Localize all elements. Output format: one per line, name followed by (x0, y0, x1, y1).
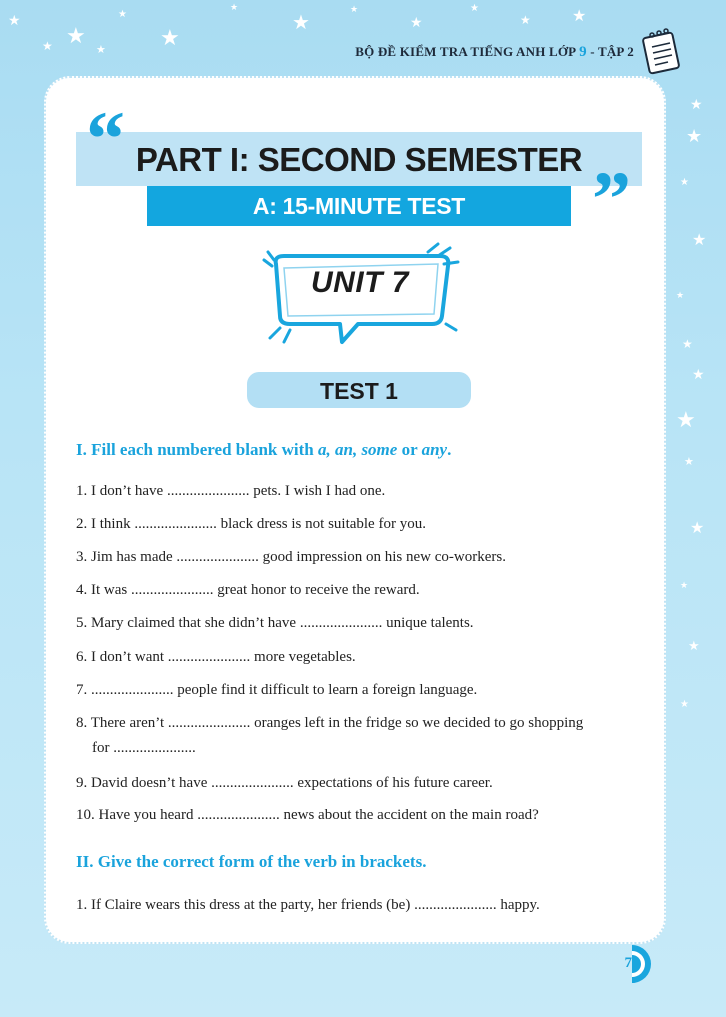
star-icon: ★ (684, 455, 694, 468)
series-title: BỘ ĐỀ KIỂM TRA TIẾNG ANH LỚP (355, 44, 576, 59)
test-type-bar: A: 15-MINUTE TEST (147, 186, 571, 226)
star-icon: ★ (692, 230, 707, 249)
star-icon: ★ (118, 9, 127, 20)
star-icon: ★ (8, 13, 21, 29)
star-icon: ★ (690, 97, 703, 113)
star-icon: ★ (410, 15, 423, 31)
star-icon: ★ (572, 6, 587, 25)
question-item: 5. Mary claimed that she didn’t have ...................... unique talents. (76, 615, 474, 631)
star-icon: ★ (66, 24, 86, 49)
grade-number: 9 (579, 44, 587, 60)
star-icon: ★ (688, 639, 700, 654)
open-quote-icon: “ (86, 95, 125, 182)
question-item: 2. I think ...................... black dress is not suitable for you. (76, 516, 426, 532)
question-item: 9. David doesn’t have ...................... expectations of his future career. (76, 775, 493, 791)
question-item: 1. I don’t have ...................... pets. I wish I had one. (76, 483, 386, 499)
star-icon: ★ (680, 699, 689, 710)
star-icon: ★ (690, 518, 705, 537)
test-title: TEST 1 (247, 372, 471, 408)
star-icon: ★ (680, 177, 689, 188)
page-number: 7 (624, 955, 632, 971)
section-1-heading (76, 440, 451, 460)
star-icon: ★ (42, 39, 53, 53)
notebook-icon (638, 26, 684, 76)
star-icon: ★ (692, 367, 705, 383)
question-item: 7. ...................... people find it difficult to learn a foreign language. (76, 682, 478, 698)
question-continuation: for ...................... (92, 740, 196, 756)
star-icon: ★ (676, 291, 685, 301)
section-1-heading-end: . (447, 440, 452, 459)
section-1-heading-words: a, an, some (317, 440, 398, 459)
star-icon: ★ (230, 3, 239, 13)
section-1-heading-or: or (397, 440, 422, 459)
star-icon: ★ (470, 3, 479, 14)
star-icon: ★ (676, 408, 696, 433)
close-quote-icon: ” (592, 155, 631, 242)
star-icon: ★ (682, 337, 693, 351)
question-text: 8. There aren’t ...................... oranges left in the fridge so we decided to go shopping (76, 715, 584, 731)
question-item: 6. I don’t want ...................... more vegetables. (76, 649, 356, 665)
star-icon: ★ (680, 581, 689, 591)
star-icon: ★ (160, 26, 180, 51)
star-icon: ★ (292, 10, 310, 34)
question-item: 10. Have you heard ...................... news about the accident on the main road? (76, 807, 539, 823)
book-header (355, 44, 634, 61)
section-1-heading-text: I. Fill each numbered blank with (76, 440, 318, 459)
unit-title: UNIT 7 (310, 266, 409, 299)
section-1-heading-any: any (421, 440, 448, 459)
question-item (76, 711, 646, 761)
star-icon: ★ (96, 43, 106, 56)
section-2-heading: II. Give the correct form of the verb in brackets. (76, 852, 427, 871)
question-item: 4. It was ...................... great honor to receive the reward. (76, 582, 420, 598)
star-icon: ★ (686, 126, 703, 147)
page-tab-icon (632, 945, 662, 983)
volume-label: - TẬP 2 (590, 44, 634, 59)
star-icon: ★ (350, 5, 359, 15)
question-item: 1. If Claire wears this dress at the party, her friends (be) ...................... happy. (76, 897, 540, 913)
star-icon: ★ (520, 13, 531, 27)
page-title: PART I: SECOND SEMESTER (135, 141, 583, 178)
question-item: 3. Jim has made ...................... good impression on his new co-workers. (76, 549, 506, 565)
